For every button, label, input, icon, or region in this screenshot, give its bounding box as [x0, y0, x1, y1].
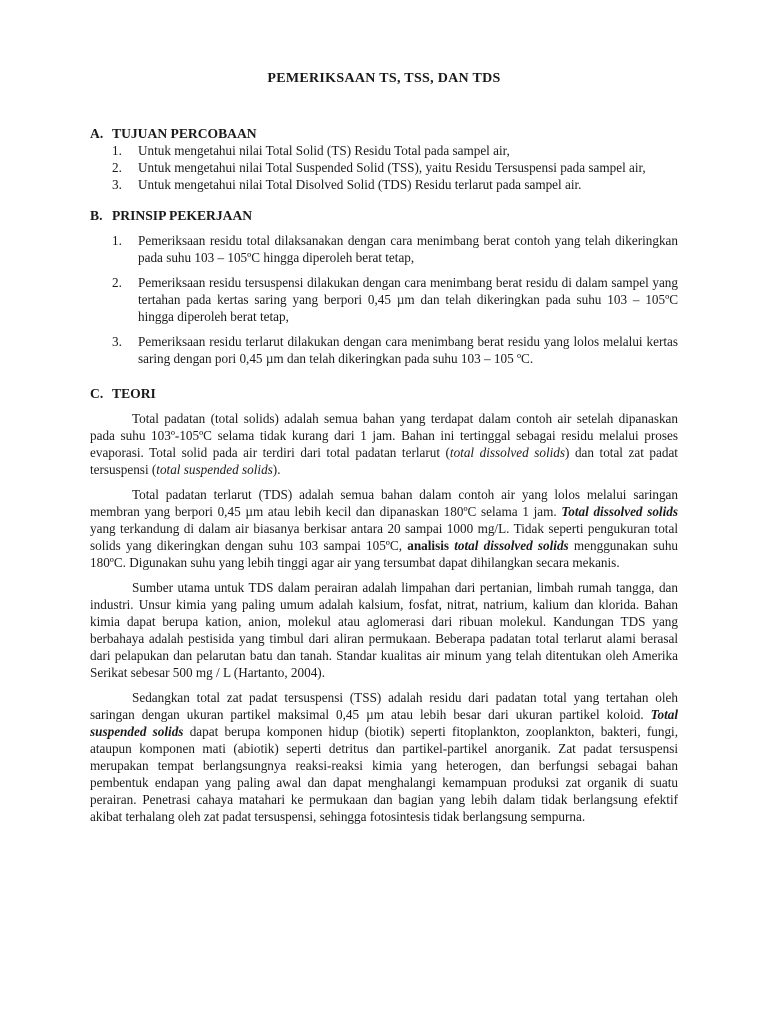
section-b-title: PRINSIP PEKERJAAN	[112, 208, 253, 223]
section-b-heading	[90, 207, 678, 224]
list-item-text: Pemeriksaan residu tersuspensi dilakukan dengan cara menimbang berat residu di dalam sampel yang tertahan pada kertas saring yang berpori 0,45 µm dan telah dikeringkan pada suhu 103 – 105ºC hingga diperoleh berat tetap,	[138, 275, 678, 324]
list-item-number: 3.	[112, 177, 122, 192]
document-title: PEMERIKSAAN TS, TSS, DAN TDS	[267, 71, 501, 86]
list-item	[112, 274, 678, 325]
section-c-title: TEORI	[112, 386, 156, 401]
list-item-number: 2.	[112, 160, 122, 175]
bold-term: analisis	[407, 538, 449, 553]
text-run: menggunakan suhu 180ºC. Digunakan suhu yang lebih tinggi agar air yang tersumbat dapat dihilangkan secara mekanis.	[90, 538, 679, 570]
list-item-number: 2.	[112, 275, 122, 290]
section-a-letter: A.	[90, 126, 104, 141]
bold-italic-term: Total dissolved solids	[561, 504, 678, 519]
list-item-number: 1.	[112, 233, 122, 248]
list-item-text: Pemeriksaan residu terlarut dilakukan dengan cara menimbang berat residu yang lolos melalui kertas saring dengan pori 0,45 µm dan telah dikeringkan pada suhu 103 – 105 ºC.	[138, 334, 678, 366]
list-item-text: Pemeriksaan residu total dilaksanakan dengan cara menimbang berat contoh yang telah dikeringkan pada suhu 103 – 105ºC hingga diperoleh berat tetap,	[138, 233, 678, 265]
italic-term: total suspended solids	[156, 462, 273, 477]
text-run: Total padatan terlarut (TDS) adalah semua bahan dalam contoh air yang lolos melalui saringan membran yang berpori 0,45 µm atau lebih kecil dan dipanaskan 180ºC selama 1 jam.	[90, 487, 678, 519]
italic-term: total dissolved solids	[449, 445, 566, 460]
tujuan-list	[90, 142, 678, 193]
text-run: ) dan total zat padat tersuspensi (	[90, 445, 678, 477]
list-item-number: 1.	[112, 143, 122, 158]
list-item-text: Untuk mengetahui nilai Total Disolved Solid (TDS) Residu terlarut pada sampel air.	[138, 177, 582, 192]
prinsip-list	[90, 232, 678, 367]
bold-italic-term: total dissolved solids	[454, 538, 569, 553]
text-run: ).	[272, 462, 281, 477]
teori-paragraph-3: Sumber utama untuk TDS dalam perairan adalah limpahan dari pertanian, limbah rumah tangga, dan industri. Unsur kimia yang paling umum adalah kalsium, fosfat, nitrat, natrium, kalium dan klorida. Bahan kimia dapat berupa kation, anion, molekul atau aglomerasi dari ribuan molekul. Kandungan TDS yang berbahaya adalah pestisida yang timbul dari aliran permukaan. Beberapa padatan total terlarut alami berasal dari pelapukan dan pelarutan batu dan tanah. Standar kualitas air minum yang telah ditentukan oleh Amerika Serikat sebesar 500 mg / L (Hartanto, 2004).	[90, 580, 678, 680]
teori-paragraph-1	[90, 410, 678, 478]
list-item	[112, 333, 678, 367]
list-item-text: Untuk mengetahui nilai Total Suspended Solid (TSS), yaitu Residu Tersuspensi pada sampel air,	[138, 160, 646, 175]
teori-paragraph-4	[90, 689, 678, 825]
section-a-heading	[90, 125, 678, 142]
list-item-text: Untuk mengetahui nilai Total Solid (TS) Residu Total pada sampel air,	[138, 143, 510, 158]
teori-paragraph-2	[90, 486, 678, 571]
section-b-letter: B.	[90, 208, 103, 223]
list-item	[112, 232, 678, 266]
text-run: Sedangkan total zat padat tersuspensi (TSS) adalah residu dari padatan total yang tertahan oleh saringan dengan ukuran partikel maksimal 0,45 µm atau lebih besar dari ukuran partikel koloid.	[90, 690, 678, 722]
bold-italic-term: Total suspended solids	[90, 707, 678, 739]
section-c-heading	[90, 385, 678, 402]
section-a-title: TUJUAN PERCOBAAN	[112, 126, 257, 141]
text-run: yang terkandung di dalam air biasanya berkisar antara 20 sampai 1000 mg/L. Tidak seperti pengukuran total solids yang dikeringkan dengan suhu 103 sampai 105ºC,	[90, 521, 678, 553]
text-run: dapat berupa komponen hidup (biotik) seperti fitoplankton, zooplankton, bakteri, fungi, ataupun komponen mati (abiotik) seperti detritus dan partikel-partikel anorganik. Zat padat tersuspensi merupakan tempat berlangsungnya reaksi-reaksi kimia yang heterogen, dan berfungsi sebagai bahan pembentuk endapan yang paling awal dan dapat menghalangi kemampuan produksi zat organik di suatu perairan. Penetrasi cahaya matahari ke permukaan dan bagian yang lebih dalam tidak berlangsung efektif akibat terhalang oleh zat padat tersuspensi, sehingga fotosintesis tidak berlangsung sempurna.	[90, 724, 679, 824]
list-item	[112, 176, 678, 193]
list-item-number: 3.	[112, 334, 122, 349]
list-item	[112, 142, 678, 159]
section-c-letter: C.	[90, 386, 104, 401]
text-run: Total padatan (total solids) adalah semua bahan yang terdapat dalam contoh air setelah dipanaskan pada suhu 103º-105ºC selama tidak kurang dari 1 jam. Bahan ini tertinggal sebagai residu melalui proses evaporasi. Total solid pada air terdiri dari total padatan terlarut (	[90, 411, 678, 460]
list-item	[112, 159, 678, 176]
